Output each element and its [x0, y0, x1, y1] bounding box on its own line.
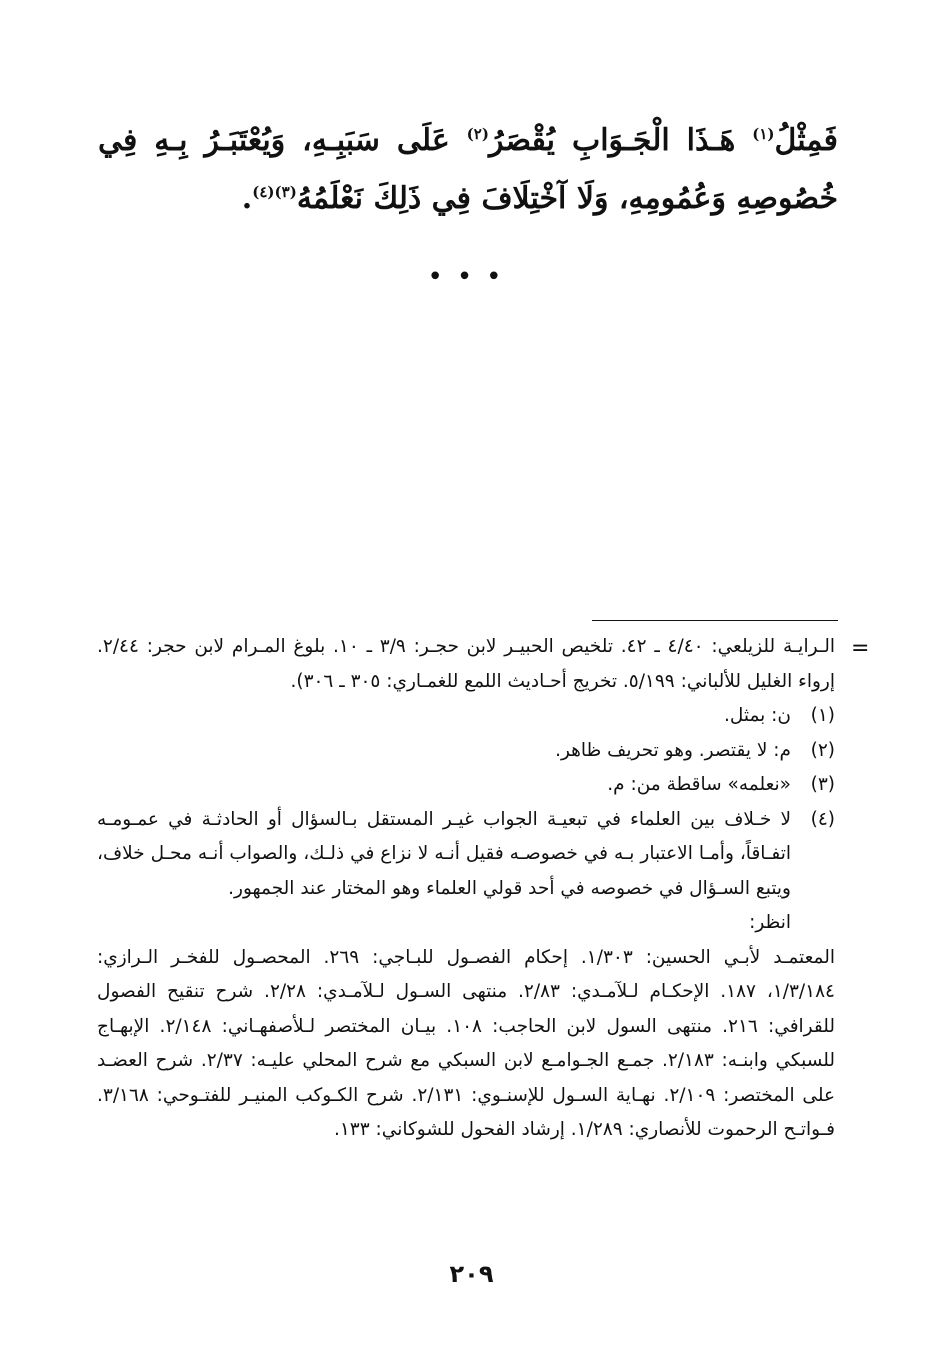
- footnote-text: ن: بمثل.: [723, 705, 791, 726]
- footnote-number: (٣): [810, 774, 835, 795]
- main-text-part-2: هَـذَا الْجَـوَابِ يُقْصَرُ: [488, 123, 753, 158]
- footnote-2: [97, 734, 835, 769]
- main-text-end: .: [241, 181, 253, 216]
- references-list: المعتمـد لأبـي الحسين: ١/٣٠٣. إحكام الفصـول للبـاجي: ٢٦٩. المحصـول للفخـر الـرازي: ١/٣/١٨٤، ١٨٧. الإحكـام لـلآمـدي: ٢/٨٣. منتهى السـول لـلآمـدي: ٢/٢٨. شرح تنقيح الفصول للقرافي: ٢١٦. منتهى السول لابن الحاجب: ١٠٨. بيـان المختصر لـلأصفهـاني: ٢/١٤٨. الإبهـاج للسبكي وابنـه: ٢/١٨٣. جمـع الجـوامـع لابن السبكي مع شرح المحلي عليـه: ٢/٣٧. شرح العضـد على المختصر: ٢/١٠٩. نهـاية السـول للإسنـوي: ٢/١٣١. شرح الكـوكب المنيـر للفتـوحي: ٣/١٦٨. فـواتـح الرحموت للأنصاري: ١/٢٨٩. إرشاد الفحول للشوكاني: ١٣٣.: [97, 946, 836, 1140]
- footnote-4-text: لا خـلاف بين العلماء في تبعيـة الجواب غيـر المستقل بـالسؤال أو الحادثـة في عمـومـه اتفـاقاً، وأمـا الاعتبار بـه في خصوصـه فقيل أنـه لا نزاع في ذلـك، والصواب أنـه محـل خلاف، ويتبع السـؤال في خصوصه في أحد قولي العلماء وهو المختار عند الجمهور.: [97, 808, 791, 899]
- footnote-ref-1[interactable]: (١): [752, 125, 775, 143]
- footnote-3: [97, 768, 835, 803]
- footnote-ref-3[interactable]: (٣): [274, 183, 297, 201]
- main-text-part-3: عَلَى سَبَبِـهِ، وَيُعْتَبَـرُ بِـهِ فِي خُصُوصِهِ وَعُمُومِهِ، وَلَا آخْتِلَافَ فِي ذَلِكَ نَعْلَمُهُ: [98, 123, 838, 216]
- footnote-1: [97, 699, 835, 734]
- main-text: [98, 112, 838, 228]
- footnote-text: «نعلمه» ساقطة من: م.: [607, 774, 791, 795]
- footnotes: [97, 630, 835, 1148]
- footnote-text: م: لا يقتصر. وهو تحريف ظاهر.: [555, 739, 791, 761]
- page-number: ٢٠٩: [449, 1260, 494, 1288]
- footnote-number: (٢): [810, 739, 835, 761]
- section-separator: •••: [427, 262, 516, 292]
- footnote-ref-2[interactable]: (٢): [466, 125, 489, 143]
- footnote-text: [97, 803, 791, 941]
- see-label: انظر:: [749, 912, 791, 933]
- continuation-mark: =: [851, 636, 870, 661]
- main-text-start: فَمِثْلُ: [774, 123, 838, 158]
- footnote-number: (٤): [810, 808, 835, 830]
- footnote-divider: [592, 620, 838, 621]
- footnote-4: [97, 803, 835, 941]
- footnote-number: (١): [810, 705, 835, 726]
- footnote-ref-4[interactable]: (٤): [252, 183, 275, 201]
- footnote-continued: الـرايـة للزيلعي: ٤/٤٠ ـ ٤٢. تلخيص الحبيـر لابن حجـر: ٣/٩ ـ ١٠. بلوغ المـرام لابن حجر: ٢/٤٤. إرواء الغليل للألباني: ٥/١٩٩. تخريج أحـاديث اللمع للغمـاري: ٣٠٥ ـ ٣٠٦).: [97, 636, 835, 692]
